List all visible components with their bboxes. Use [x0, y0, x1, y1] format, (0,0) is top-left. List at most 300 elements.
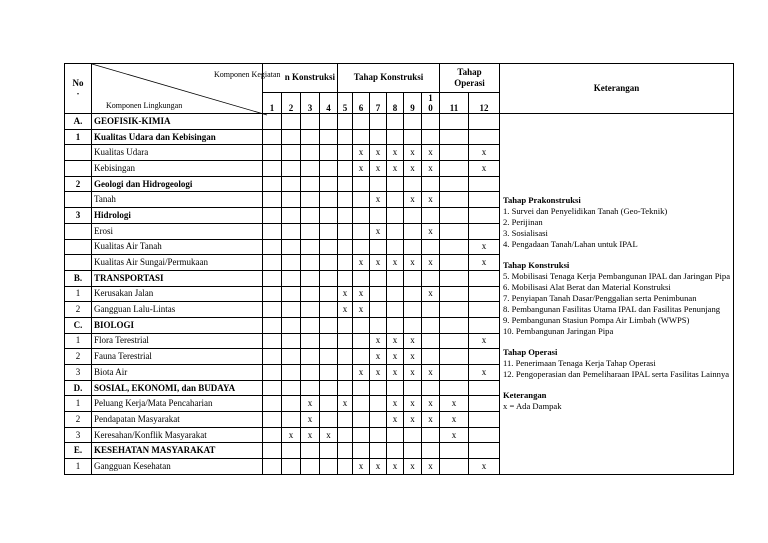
impact-cell-6 [353, 380, 370, 396]
no-header: No · [65, 64, 92, 114]
column-number-3: 3 [301, 92, 320, 113]
impact-mark: x [392, 147, 398, 158]
impact-cell-11 [440, 192, 469, 208]
impact-cell-7 [370, 396, 387, 412]
row-number [65, 161, 92, 177]
impact-cell-7 [370, 365, 387, 381]
impact-mark: x [375, 351, 381, 362]
impact-cell-3 [301, 161, 320, 177]
impact-cell-2 [282, 223, 301, 239]
keterangan-item: 8. Pembangunan Fasilitas Utama IPAL dan Fasilitas Penunjang [503, 303, 721, 314]
impact-cell-1 [263, 176, 282, 192]
impact-cell-10 [422, 349, 440, 365]
impact-mark: x [392, 257, 398, 268]
impact-mark: x [428, 366, 433, 377]
keterangan-item: 11. Penerimaan Tenaga Kerja Tahap Operasi [503, 357, 656, 368]
impact-cell-4 [320, 380, 338, 396]
impact-cell-11 [440, 176, 469, 192]
impact-cell-4 [320, 443, 338, 459]
impact-cell-3 [301, 365, 320, 381]
impact-cell-3 [301, 317, 320, 333]
impact-cell-12 [469, 459, 500, 475]
impact-cell-9 [404, 255, 422, 271]
impact-cell-9 [404, 286, 422, 302]
row-number: E. [65, 443, 92, 459]
impact-cell-2 [282, 286, 301, 302]
impact-cell-5 [338, 192, 353, 208]
impact-cell-2 [282, 208, 301, 224]
impact-mark: x [410, 335, 415, 346]
impact-mark: x [410, 413, 415, 424]
keterangan-item: 7. Penyiapan Tanah Dasar/Penggalian serta Penimbunan [503, 292, 697, 303]
impact-mark: x [481, 366, 487, 377]
impact-cell-3 [301, 427, 320, 443]
impact-cell-7 [370, 380, 387, 396]
impact-cell-7 [370, 459, 387, 475]
impact-cell-11 [440, 427, 469, 443]
impact-cell-6 [353, 255, 370, 271]
impact-cell-11 [440, 145, 469, 161]
impact-cell-4 [320, 302, 338, 318]
impact-mark: x [358, 366, 364, 377]
impact-cell-4 [320, 427, 338, 443]
impact-cell-3 [301, 443, 320, 459]
impact-cell-7 [370, 129, 387, 145]
impact-cell-9 [404, 129, 422, 145]
row-number: A. [65, 114, 92, 130]
impact-cell-5 [338, 396, 353, 412]
impact-cell-8 [387, 365, 404, 381]
impact-cell-6 [353, 161, 370, 177]
impact-cell-3 [301, 349, 320, 365]
impact-cell-12 [469, 427, 500, 443]
impact-cell-8 [387, 255, 404, 271]
impact-cell-3 [301, 412, 320, 428]
impact-cell-8 [387, 286, 404, 302]
impact-cell-11 [440, 239, 469, 255]
impact-cell-1 [263, 161, 282, 177]
impact-cell-1 [263, 114, 282, 130]
impact-cell-7 [370, 145, 387, 161]
column-number-6: 6 [353, 92, 370, 113]
impact-cell-7 [370, 270, 387, 286]
impact-cell-2 [282, 145, 301, 161]
impact-cell-11 [440, 161, 469, 177]
impact-cell-12 [469, 317, 500, 333]
impact-cell-6 [353, 239, 370, 255]
impact-mark: x [392, 162, 398, 173]
component-name: Hidrologi [92, 208, 263, 224]
impact-cell-3 [301, 129, 320, 145]
impact-cell-7 [370, 427, 387, 443]
impact-cell-10 [422, 317, 440, 333]
impact-cell-10 [422, 145, 440, 161]
impact-cell-2 [282, 443, 301, 459]
column-number-9: 9 [404, 92, 422, 113]
component-name: Pendapatan Masyarakat [92, 412, 263, 428]
impact-mark: x [342, 288, 348, 299]
keterangan-panel [500, 114, 734, 475]
impact-cell-3 [301, 270, 320, 286]
impact-cell-1 [263, 302, 282, 318]
impact-mark: x [307, 413, 313, 424]
impact-cell-11 [440, 317, 469, 333]
impact-cell-4 [320, 176, 338, 192]
impact-cell-8 [387, 223, 404, 239]
impact-cell-1 [263, 443, 282, 459]
impact-mark: x [428, 147, 433, 158]
impact-cell-1 [263, 349, 282, 365]
impact-cell-10 [422, 333, 440, 349]
impact-cell-1 [263, 270, 282, 286]
impact-cell-12 [469, 223, 500, 239]
impact-cell-8 [387, 412, 404, 428]
column-number-12: 12 [469, 92, 500, 113]
tahap-konstruksi-header: Tahap Konstruksi [338, 64, 440, 93]
impact-mark: x [428, 288, 433, 299]
impact-cell-5 [338, 270, 353, 286]
component-name: Kualitas Air Tanah [92, 239, 263, 255]
tahap-operasi-header: Tahap Operasi [440, 64, 500, 93]
column-number-10: 1 0 [422, 92, 440, 113]
component-name: Kerusakan Jalan [92, 286, 263, 302]
impact-cell-3 [301, 176, 320, 192]
impact-cell-7 [370, 223, 387, 239]
impact-cell-3 [301, 192, 320, 208]
impact-cell-9 [404, 333, 422, 349]
impact-cell-6 [353, 145, 370, 161]
impact-cell-4 [320, 270, 338, 286]
impact-mark: x [481, 147, 487, 158]
component-name: BIOLOGI [92, 317, 263, 333]
impact-mark: x [410, 460, 415, 471]
impact-cell-10 [422, 255, 440, 271]
impact-cell-11 [440, 208, 469, 224]
impact-cell-8 [387, 192, 404, 208]
impact-cell-2 [282, 239, 301, 255]
impact-cell-8 [387, 208, 404, 224]
impact-cell-10 [422, 427, 440, 443]
impact-cell-4 [320, 317, 338, 333]
impact-cell-5 [338, 365, 353, 381]
impact-cell-10 [422, 459, 440, 475]
komponen-lingkungan-label: Komponen Lingkungan [106, 101, 183, 110]
impact-cell-4 [320, 208, 338, 224]
impact-cell-12 [469, 396, 500, 412]
row-number: B. [65, 270, 92, 286]
row-number: 1 [65, 333, 92, 349]
impact-cell-1 [263, 223, 282, 239]
impact-cell-4 [320, 286, 338, 302]
impact-cell-1 [263, 459, 282, 475]
impact-mark: x [392, 413, 398, 424]
row-number: 1 [65, 286, 92, 302]
impact-cell-6 [353, 114, 370, 130]
impact-cell-5 [338, 412, 353, 428]
impact-mark: x [342, 398, 348, 409]
impact-cell-11 [440, 114, 469, 130]
impact-mark: x [410, 162, 415, 173]
component-name: Flora Terestrial [92, 333, 263, 349]
impact-cell-2 [282, 365, 301, 381]
impact-cell-3 [301, 333, 320, 349]
impact-cell-7 [370, 208, 387, 224]
impact-cell-11 [440, 365, 469, 381]
impact-mark: x [428, 398, 433, 409]
impact-cell-6 [353, 176, 370, 192]
row-number: 2 [65, 176, 92, 192]
komponen-kegiatan-label: Komponen Kegiatan [214, 70, 281, 79]
impact-cell-8 [387, 270, 404, 286]
impact-cell-3 [301, 208, 320, 224]
keterangan-section-title: Keterangan [503, 389, 547, 400]
impact-mark: x [307, 429, 313, 440]
impact-cell-10 [422, 286, 440, 302]
impact-cell-4 [320, 223, 338, 239]
impact-matrix-table [64, 63, 734, 475]
impact-cell-10 [422, 443, 440, 459]
row-number: C. [65, 317, 92, 333]
component-name: TRANSPORTASI [92, 270, 263, 286]
column-number-5: 5 [338, 92, 353, 113]
component-name: Biota Air [92, 365, 263, 381]
impact-cell-12 [469, 380, 500, 396]
impact-cell-1 [263, 145, 282, 161]
impact-cell-6 [353, 192, 370, 208]
impact-mark: x [358, 147, 364, 158]
impact-mark: x [410, 366, 415, 377]
impact-cell-6 [353, 459, 370, 475]
impact-mark: x [326, 429, 331, 440]
keterangan-item: 9. Pembangunan Stasiun Pompa Air Limbah (WWPS) [503, 314, 690, 325]
impact-cell-5 [338, 286, 353, 302]
impact-cell-5 [338, 349, 353, 365]
impact-mark: x [481, 460, 487, 471]
impact-cell-1 [263, 192, 282, 208]
impact-cell-8 [387, 145, 404, 161]
impact-cell-12 [469, 412, 500, 428]
component-name: Fauna Terestrial [92, 349, 263, 365]
impact-cell-5 [338, 161, 353, 177]
impact-cell-8 [387, 317, 404, 333]
impact-cell-8 [387, 302, 404, 318]
keterangan-item: 6. Mobilisasi Alat Berat dan Material Konstruksi [503, 281, 671, 292]
impact-cell-7 [370, 333, 387, 349]
impact-cell-5 [338, 145, 353, 161]
impact-cell-5 [338, 208, 353, 224]
keterangan-section-title: Tahap Prakonstruksi [503, 194, 581, 205]
impact-cell-12 [469, 333, 500, 349]
impact-cell-1 [263, 286, 282, 302]
impact-cell-10 [422, 396, 440, 412]
impact-cell-11 [440, 255, 469, 271]
impact-cell-9 [404, 192, 422, 208]
component-name: KESEHATAN MASYARAKAT [92, 443, 263, 459]
keterangan-item: x = Ada Dampak [503, 400, 562, 411]
row-number: 1 [65, 459, 92, 475]
impact-cell-5 [338, 380, 353, 396]
component-name: Keresahan/Konflik Masyarakat [92, 427, 263, 443]
impact-cell-2 [282, 192, 301, 208]
impact-mark: x [428, 257, 433, 268]
row-number: 2 [65, 302, 92, 318]
impact-cell-9 [404, 176, 422, 192]
impact-cell-2 [282, 349, 301, 365]
impact-cell-6 [353, 317, 370, 333]
row-number: 3 [65, 365, 92, 381]
impact-cell-4 [320, 333, 338, 349]
impact-cell-9 [404, 380, 422, 396]
impact-mark: x [410, 257, 415, 268]
impact-cell-1 [263, 208, 282, 224]
impact-cell-5 [338, 333, 353, 349]
component-name: SOSIAL, EKONOMI, dan BUDAYA [92, 380, 263, 396]
impact-cell-2 [282, 176, 301, 192]
impact-cell-6 [353, 365, 370, 381]
column-number-1: 1 [263, 92, 282, 113]
impact-cell-9 [404, 223, 422, 239]
impact-cell-6 [353, 208, 370, 224]
component-name: Peluang Kerja/Mata Pencaharian [92, 396, 263, 412]
impact-cell-12 [469, 349, 500, 365]
row-number: 3 [65, 427, 92, 443]
row-number: 2 [65, 349, 92, 365]
impact-cell-2 [282, 302, 301, 318]
impact-cell-6 [353, 443, 370, 459]
impact-cell-10 [422, 129, 440, 145]
column-number-11: 11 [440, 92, 469, 113]
impact-cell-10 [422, 380, 440, 396]
impact-cell-5 [338, 427, 353, 443]
component-name: Kualitas Udara dan Kebisingan [92, 129, 263, 145]
impact-cell-2 [282, 270, 301, 286]
impact-cell-4 [320, 161, 338, 177]
impact-cell-7 [370, 192, 387, 208]
impact-cell-9 [404, 270, 422, 286]
impact-cell-2 [282, 427, 301, 443]
keterangan-header: Keterangan [500, 64, 734, 114]
impact-cell-9 [404, 396, 422, 412]
impact-cell-9 [404, 427, 422, 443]
impact-cell-4 [320, 239, 338, 255]
impact-mark: x [342, 304, 348, 315]
impact-cell-10 [422, 114, 440, 130]
impact-cell-11 [440, 443, 469, 459]
impact-mark: x [358, 288, 364, 299]
impact-cell-6 [353, 412, 370, 428]
impact-cell-1 [263, 412, 282, 428]
impact-cell-8 [387, 443, 404, 459]
impact-cell-10 [422, 302, 440, 318]
impact-mark: x [288, 429, 294, 440]
impact-cell-1 [263, 239, 282, 255]
row-number: 1 [65, 396, 92, 412]
keterangan-item: 4. Pengadaan Tanah/Lahan untuk IPAL [503, 238, 638, 249]
row-number [65, 192, 92, 208]
impact-cell-6 [353, 270, 370, 286]
impact-cell-2 [282, 380, 301, 396]
impact-cell-12 [469, 114, 500, 130]
impact-cell-9 [404, 349, 422, 365]
component-diagonal-header [92, 64, 281, 114]
impact-cell-1 [263, 380, 282, 396]
impact-cell-8 [387, 114, 404, 130]
impact-cell-9 [404, 412, 422, 428]
impact-mark: x [375, 257, 381, 268]
impact-cell-8 [387, 239, 404, 255]
impact-cell-11 [440, 412, 469, 428]
impact-cell-9 [404, 239, 422, 255]
impact-cell-1 [263, 255, 282, 271]
impact-cell-4 [320, 255, 338, 271]
impact-cell-1 [263, 427, 282, 443]
impact-mark: x [358, 304, 364, 315]
impact-cell-7 [370, 443, 387, 459]
impact-cell-2 [282, 317, 301, 333]
impact-cell-6 [353, 129, 370, 145]
impact-mark: x [392, 335, 398, 346]
impact-cell-8 [387, 427, 404, 443]
impact-mark: x [410, 398, 415, 409]
impact-cell-2 [282, 129, 301, 145]
impact-mark: x [410, 147, 415, 158]
impact-cell-5 [338, 255, 353, 271]
impact-cell-7 [370, 317, 387, 333]
impact-cell-6 [353, 286, 370, 302]
impact-cell-5 [338, 176, 353, 192]
impact-cell-7 [370, 255, 387, 271]
impact-mark: x [428, 162, 433, 173]
keterangan-item: 2. Perijinan [503, 216, 543, 227]
impact-cell-9 [404, 317, 422, 333]
impact-mark: x [410, 351, 415, 362]
impact-cell-3 [301, 459, 320, 475]
impact-cell-8 [387, 333, 404, 349]
impact-cell-7 [370, 176, 387, 192]
impact-cell-10 [422, 192, 440, 208]
impact-cell-7 [370, 286, 387, 302]
component-name: Erosi [92, 223, 263, 239]
impact-mark: x [428, 194, 433, 205]
impact-cell-12 [469, 161, 500, 177]
row-number: 3 [65, 208, 92, 224]
impact-cell-12 [469, 145, 500, 161]
impact-mark: x [375, 147, 381, 158]
impact-mark: x [481, 241, 487, 252]
impact-cell-5 [338, 129, 353, 145]
impact-cell-2 [282, 161, 301, 177]
keterangan-item: 1. Survei dan Penyelidikan Tanah (Geo-Teknik) [503, 205, 668, 216]
impact-mark: x [392, 366, 398, 377]
impact-cell-12 [469, 443, 500, 459]
impact-cell-8 [387, 161, 404, 177]
impact-cell-6 [353, 396, 370, 412]
column-number-2: 2 [282, 92, 301, 113]
impact-cell-10 [422, 223, 440, 239]
impact-cell-11 [440, 333, 469, 349]
impact-cell-10 [422, 208, 440, 224]
impact-mark: x [481, 257, 487, 268]
impact-cell-2 [282, 459, 301, 475]
impact-mark: x [375, 460, 381, 471]
impact-cell-3 [301, 380, 320, 396]
keterangan-section-title: Tahap Konstruksi [503, 259, 570, 270]
impact-cell-4 [320, 365, 338, 381]
impact-mark: x [375, 335, 381, 346]
impact-cell-1 [263, 333, 282, 349]
impact-mark: x [451, 413, 457, 424]
row-number: 1 [65, 129, 92, 145]
